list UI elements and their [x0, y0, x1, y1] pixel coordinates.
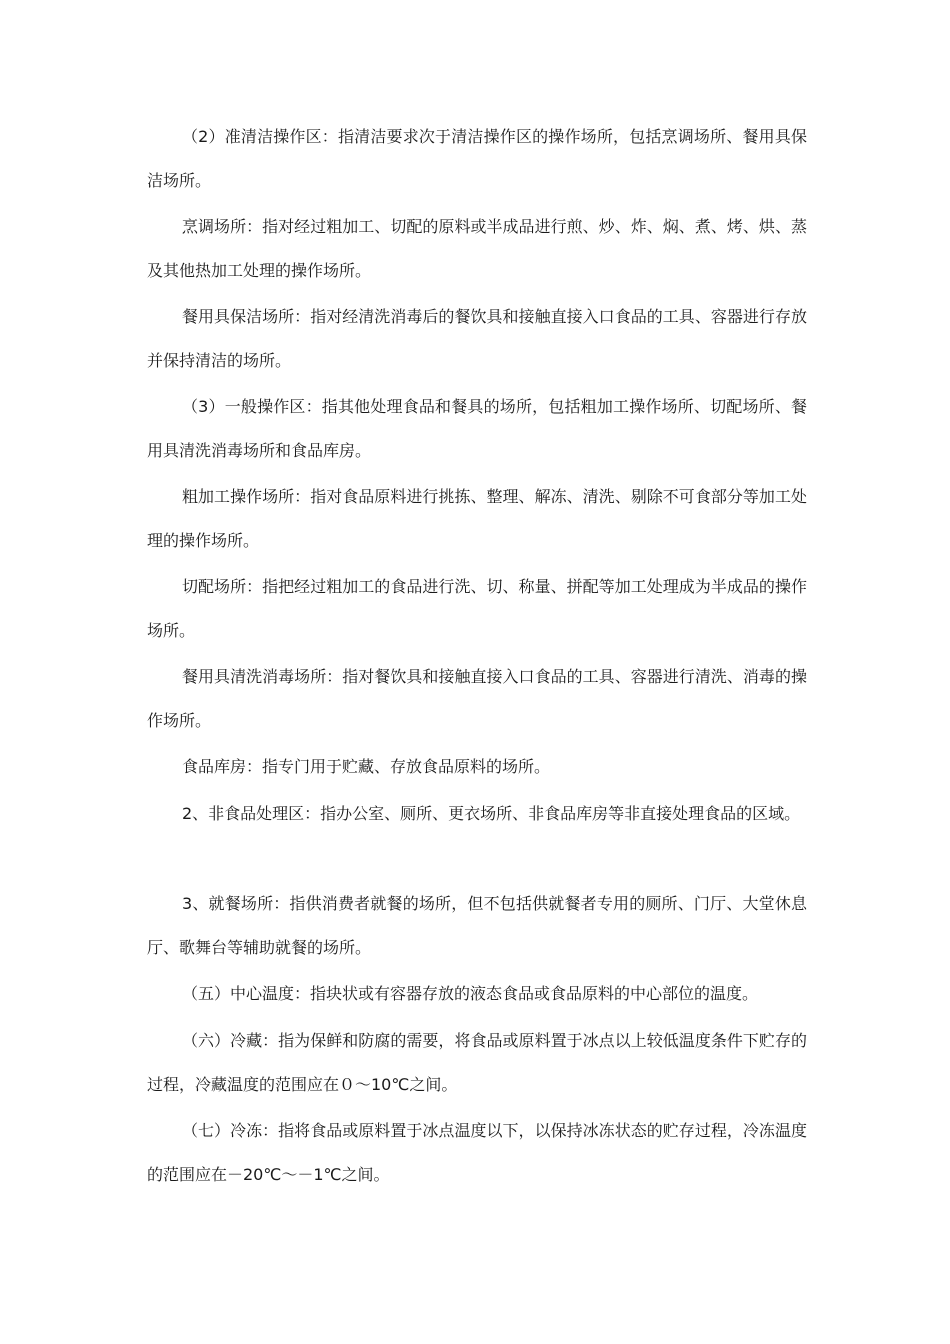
paragraph-freezing: （七）冷冻：指将食品或原料置于冰点温度以下，以保持冰冻状态的贮存过程，冷冻温度的范围应在－20℃～－1℃之间。	[147, 1121, 807, 1184]
paragraph-general-area: （3）一般操作区：指其他处理食品和餐具的场所，包括粗加工操作场所、切配场所、餐用具清洗消毒场所和食品库房。	[147, 397, 807, 460]
paragraph-cutting-area: 切配场所：指把经过粗加工的食品进行洗、切、称量、拼配等加工处理成为半成品的操作场所。	[147, 577, 807, 640]
paragraph-utensil-storage: 餐用具保洁场所：指对经清洗消毒后的餐饮具和接触直接入口食品的工具、容器进行存放并保持清洁的场所。	[147, 307, 807, 370]
paragraph-food-warehouse: 食品库房：指专门用于贮藏、存放食品原料的场所。	[182, 757, 551, 776]
paragraph-utensil-cleaning: 餐用具清洗消毒场所：指对餐饮具和接触直接入口食品的工具、容器进行清洗、消毒的操作场所。	[147, 667, 807, 730]
paragraph-cooking-area: 烹调场所：指对经过粗加工、切配的原料或半成品进行煎、炒、炸、焖、煮、烤、烘、蒸及其他热加工处理的操作场所。	[147, 217, 807, 280]
paragraph-refrigeration: （六）冷藏：指为保鲜和防腐的需要，将食品或原料置于冰点以上较低温度条件下贮存的过程，冷藏温度的范围应在０～10℃之间。	[147, 1031, 807, 1094]
paragraph-quasi-clean-area: （2）准清洁操作区：指清洁要求次于清洁操作区的操作场所，包括烹调场所、餐用具保洁场所。	[147, 127, 807, 190]
paragraph-non-food-area: 2、非食品处理区：指办公室、厕所、更衣场所、非食品库房等非直接处理食品的区域。	[182, 804, 801, 823]
paragraph-core-temperature: （五）中心温度：指块状或有容器存放的液态食品或食品原料的中心部位的温度。	[182, 984, 759, 1003]
paragraph-dining-area: 3、就餐场所：指供消费者就餐的场所，但不包括供就餐者专用的厕所、门厅、大堂休息厅、歌舞台等辅助就餐的场所。	[147, 894, 807, 957]
paragraph-rough-processing: 粗加工操作场所：指对食品原料进行挑拣、整理、解冻、清洗、剔除不可食部分等加工处理的操作场所。	[147, 487, 807, 550]
